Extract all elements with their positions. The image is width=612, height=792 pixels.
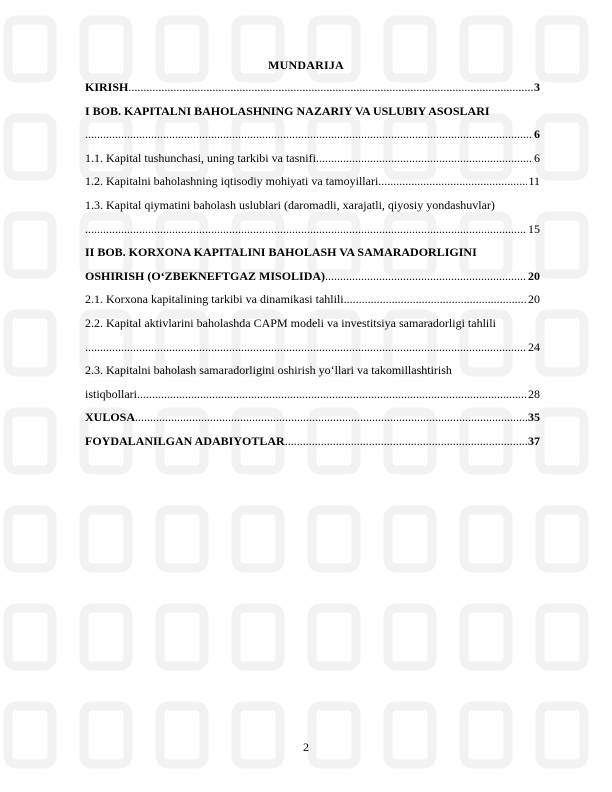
toc-leader-dots [135, 406, 527, 430]
toc-entry-text: 2.1. Korxona kapitalining tarkibi va dinamikasi tahlili [85, 292, 344, 307]
toc-entry-page: 28 [528, 386, 540, 401]
toc-entry-page: 35 [528, 410, 540, 425]
toc-entry-text: 1.2. Kapitalni baholashning iqtisodiy mohiyati va tamoyillari [85, 174, 379, 189]
toc-entry [85, 100, 565, 124]
toc-entry-page: 20 [528, 292, 540, 307]
toc-entry-page: 24 [528, 339, 540, 354]
toc-entry-page: 37 [528, 433, 540, 448]
table-of-contents [85, 76, 540, 454]
toc-entry-text: II BOB. KORXONA KAPITALINI BAHOLASH VA SAMARADORLIGINI [85, 245, 477, 260]
toc-leader-dots [85, 336, 527, 360]
toc-entry-text: 2.2. Kapital aktivlarini baholashda CAPM modeli va investitsiya samaradorligi tahlili [85, 315, 496, 330]
toc-entry-text: istiqbollari [85, 386, 137, 401]
toc-entry-page: 6 [534, 150, 540, 165]
toc-entry-text: KIRISH [85, 80, 129, 94]
toc-leader-dots [316, 147, 533, 171]
toc-entry [85, 241, 565, 265]
toc-entry [85, 312, 565, 336]
page-number: 2 [303, 740, 309, 754]
toc-leader-dots [128, 76, 533, 100]
toc-leader-dots [137, 383, 527, 407]
toc-entry-text: 1.3. Kapital qiymatini baholash uslublari (daromadli, xarajatli, qiyosiy yondashuvlar) [85, 197, 495, 212]
toc-leader-dots [285, 430, 527, 454]
toc-entry [85, 406, 540, 430]
toc-entry-page: 20 [528, 268, 540, 283]
toc-leader-dots [378, 170, 527, 194]
toc-entry-text: 1.1. Kapital tushunchasi, uning tarkibi va tasnifi [85, 150, 316, 165]
toc-entry-page: 6 [534, 127, 540, 142]
toc-entry [85, 336, 540, 360]
toc-leader-dots [344, 288, 527, 312]
toc-entry [85, 194, 565, 218]
toc-entry [85, 218, 540, 242]
toc-entry-text: XULOSA [85, 410, 136, 425]
toc-entry [85, 383, 540, 407]
toc-title: MUNDARIJA [268, 58, 344, 72]
toc-entry-text: FOYDALANILGAN ADABIYOTLAR [85, 433, 285, 448]
toc-entry [85, 359, 565, 383]
toc-entry [85, 430, 540, 454]
toc-entry [85, 170, 540, 194]
toc-entry-text: OSHIRISH (O‘ZBEKNEFTGAZ MISOLIDA) [85, 268, 326, 283]
toc-entry-text: 2.3. Kapitalni baholash samaradorligini oshirish yo‘llari va takomillashtirish [85, 363, 452, 378]
toc-entry-text: I BOB. KAPITALNI BAHOLASHNING NAZARIY VA USLUBIY ASOSLARI [85, 103, 490, 118]
toc-entry-page: 11 [528, 174, 540, 189]
toc-entry [85, 123, 540, 147]
toc-leader-dots [85, 123, 533, 147]
toc-entry [85, 288, 540, 312]
toc-leader-dots [85, 218, 527, 242]
toc-leader-dots [325, 265, 527, 289]
toc-entry-page: 3 [534, 80, 540, 94]
toc-entry [85, 265, 540, 289]
toc-entry [85, 76, 540, 100]
toc-entry [85, 147, 540, 171]
toc-entry-page: 15 [528, 221, 540, 236]
